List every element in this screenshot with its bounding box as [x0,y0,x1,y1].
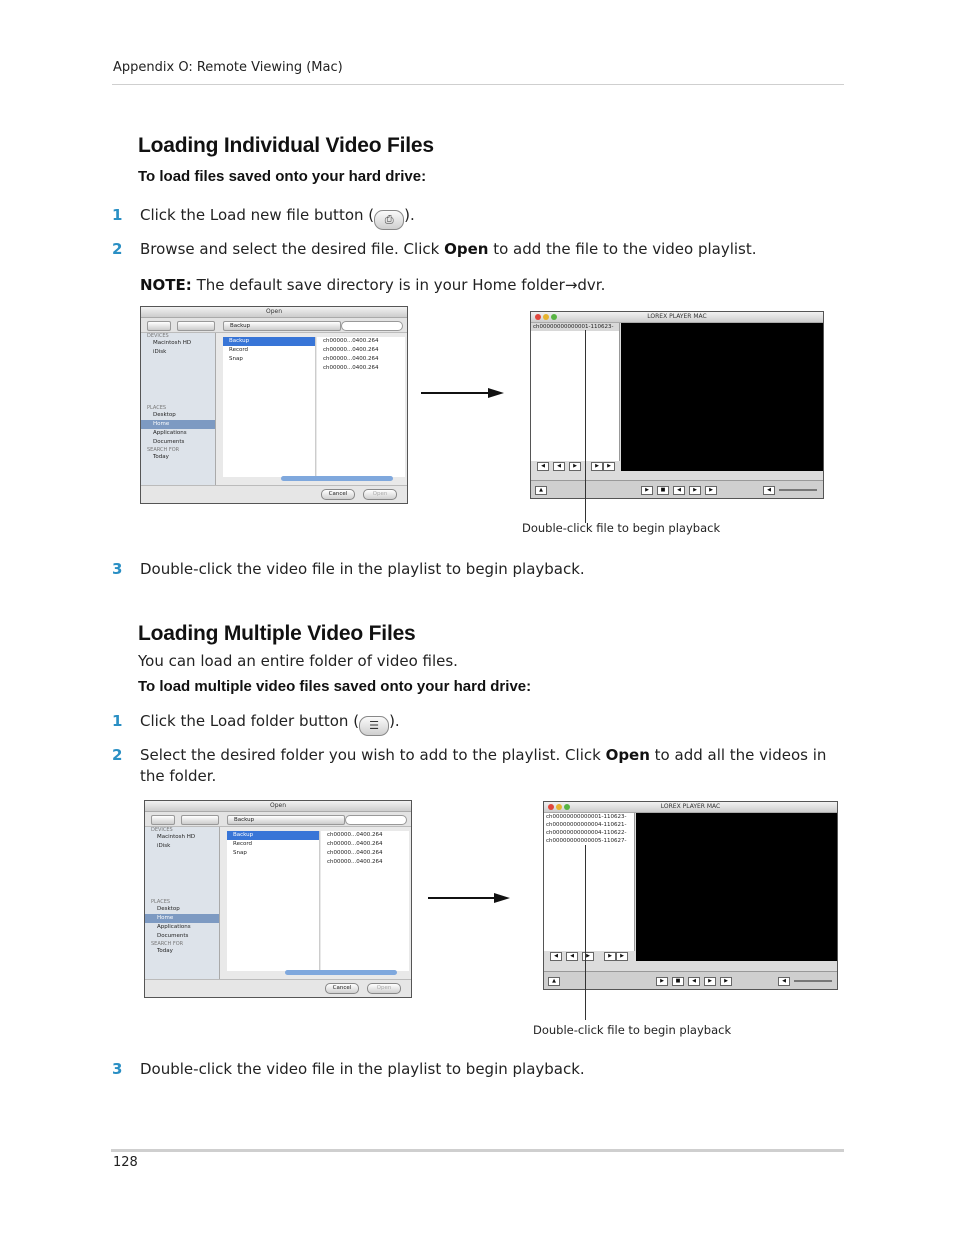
section-title-multiple: Loading Multiple Video Files [138,622,416,645]
next-icon[interactable]: ▶ [705,486,717,495]
sidebar-item[interactable]: Macintosh HD [153,340,192,346]
stop-icon[interactable]: ■ [672,977,684,986]
file-item[interactable]: ch00000...0400.264 [327,832,383,838]
dialog-sidebar [141,333,216,485]
playlist-button[interactable]: ▶ [616,952,628,961]
playlist-button[interactable]: ▶ [603,462,615,471]
dialog-title: Open [265,308,283,315]
step-text-pre: Click the Load new file button ( [140,206,375,224]
note-label: NOTE: [140,276,192,294]
folder-item[interactable]: Record [229,347,249,353]
footer-rule [111,1149,844,1152]
player-controls [544,971,837,990]
sidebar-item[interactable]: Desktop [157,906,180,912]
sidebar-item[interactable]: Documents [153,439,185,445]
sidebar-item[interactable]: Applications [157,924,191,930]
sidebar-item[interactable]: Applications [153,430,187,436]
step-text [140,239,757,260]
player-screenshot [530,311,824,499]
video-pane [636,813,837,961]
player-titlebar [544,802,837,813]
dialog-toolbar [145,812,411,827]
sidebar-item[interactable]: iDisk [157,843,171,849]
cancel-button[interactable]: Cancel [325,983,359,994]
header-rule [112,84,844,85]
file-item[interactable]: ch00000...0400.264 [327,850,383,856]
step-number: 3 [112,1060,123,1078]
step-text-post: ). [404,206,415,224]
step-text-post: to add all the videos in the folder. [140,746,827,785]
playlist [544,813,635,951]
volume-slider[interactable] [794,980,832,982]
note-tail: dvr. [577,276,606,294]
sidebar-header: PLACES [147,405,167,411]
playlist-item[interactable]: ch00000000000001-110623- [546,814,627,820]
step-text [140,711,400,736]
step-text: Double-click the video file in the playlist to begin playback. [140,560,585,578]
sidebar-item[interactable]: Today [153,454,169,460]
playlist-button[interactable]: ◀ [566,952,578,961]
location-popup[interactable] [223,321,341,331]
playlist-item[interactable]: ch00000000000001-110623- [531,323,619,331]
open-button[interactable]: Open [367,983,401,994]
page-number: 128 [113,1155,138,1170]
volume-slider[interactable] [779,489,817,491]
step-text-bold: Open [605,746,650,764]
location-label: Backup [230,323,251,329]
rewind-icon[interactable]: ◀ [673,486,685,495]
file-item[interactable]: ch00000...0400.264 [327,841,383,847]
folder-item[interactable]: Snap [233,850,247,856]
step-number: 3 [112,560,123,578]
dialog-buttonbar [145,979,411,998]
dialog-titlebar [141,307,407,318]
step-text-pre: Browse and select the desired file. Click [140,240,445,258]
sidebar-item-selected[interactable]: Home [145,914,219,923]
section-intro: You can load an entire folder of video files. [138,652,458,670]
note [140,275,605,296]
sidebar-header: DEVICES [151,827,173,833]
player-screenshot [543,801,838,990]
play-icon[interactable]: ▶ [641,486,653,495]
dialog-title: Open [269,802,287,809]
section-title-individual: Loading Individual Video Files [138,134,434,157]
step-text: Double-click the video file in the playlist to begin playback. [140,1060,585,1078]
location-label: Backup [234,817,255,823]
section-subtitle-individual: To load files saved onto your hard drive: [138,168,427,185]
callout-leader [585,330,586,523]
search-input[interactable] [345,815,407,825]
sidebar-item-selected[interactable]: Home [141,420,215,429]
eject-icon[interactable]: ▲ [548,977,560,986]
file-item[interactable]: ch00000...0400.264 [327,859,383,865]
step-number: 1 [112,712,123,730]
next-icon[interactable]: ▶ [720,977,732,986]
stop-icon[interactable]: ■ [657,486,669,495]
step-text-pre: Select the desired folder you wish to add to the playlist. Click [140,746,606,764]
load-file-icon: ⎙ [374,210,404,230]
player-titlebar [531,312,823,323]
dialog-sidebar [145,827,220,979]
folder-column [223,337,316,477]
playlist-button[interactable]: ◀ [553,462,565,471]
sidebar-header: DEVICES [147,333,169,339]
playlist-button[interactable]: ▶ [569,462,581,471]
sidebar-item[interactable]: iDisk [153,349,167,355]
step-text [140,205,415,230]
note-text: The default save directory is in your Home folder [191,276,565,294]
volume-icon[interactable]: ◀ [778,977,790,986]
step-number: 2 [112,240,123,258]
dialog-buttonbar [141,485,407,504]
fast-forward-icon[interactable]: ▶ [689,486,701,495]
open-dialog-screenshot [144,800,412,998]
view-button[interactable] [177,321,215,331]
playlist-button[interactable]: ▶ [604,952,616,961]
step-text [140,745,844,787]
location-popup[interactable] [227,815,345,825]
file-column [317,337,405,477]
page-header: Appendix O: Remote Viewing (Mac) [113,60,343,75]
dialog-titlebar [145,801,411,812]
file-item[interactable]: ch00000...0400.264 [323,347,379,353]
load-folder-icon: ☰ [359,716,389,736]
sidebar-header: SEARCH FOR [147,447,180,453]
step-text-post: to add the file to the video playlist. [488,240,757,258]
volume-icon[interactable]: ◀ [763,486,775,495]
open-dialog-screenshot [140,306,408,504]
callout-caption: Double-click file to begin playback [522,521,721,535]
sidebar-header: SEARCH FOR [151,941,184,947]
playlist-item[interactable]: ch00000000000004-110621- [546,822,627,828]
folder-item[interactable]: Record [233,841,253,847]
play-icon[interactable]: ▶ [656,977,668,986]
horizontal-scrollbar[interactable] [281,476,393,481]
search-input[interactable] [341,321,403,331]
playlist-button[interactable]: ◀ [550,952,562,961]
back-forward-button[interactable] [147,321,171,331]
playlist-item[interactable]: ch00000000000004-110622- [546,830,627,836]
sidebar-item[interactable]: Documents [157,933,189,939]
player-title: LOREX PLAYER MAC [660,803,721,810]
step-text-post: ). [389,712,400,730]
step-number: 1 [112,206,123,224]
file-item[interactable]: ch00000...0400.264 [323,338,379,344]
view-button[interactable] [181,815,219,825]
sidebar-item[interactable]: Desktop [153,412,176,418]
folder-item[interactable]: Snap [229,356,243,362]
folder-item-selected[interactable]: Backup [227,831,319,840]
flow-arrow-line [428,897,496,899]
flow-arrow-line [421,392,491,394]
step-number: 2 [112,746,123,764]
section-subtitle-multiple: To load multiple video files saved onto your hard drive: [138,678,532,695]
file-item[interactable]: ch00000...0400.264 [323,365,379,371]
step-text-bold: Open [444,240,489,258]
video-pane [621,323,823,471]
sidebar-item[interactable]: Today [157,948,173,954]
playlist-button[interactable]: ▶ [582,952,594,961]
sidebar-header: PLACES [151,899,171,905]
player-controls [531,480,823,499]
file-column [321,831,409,971]
step-text-pre: Click the Load folder button ( [140,712,360,730]
rewind-icon[interactable]: ◀ [688,977,700,986]
back-forward-button[interactable] [151,815,175,825]
dialog-toolbar [141,318,407,333]
eject-icon[interactable]: ▲ [535,486,547,495]
cancel-button[interactable]: Cancel [321,489,355,500]
arrow-right-icon: → [564,276,578,294]
callout-leader [585,845,586,1020]
folder-column [227,831,320,971]
playlist-button[interactable]: ◀ [537,462,549,471]
fast-forward-icon[interactable]: ▶ [704,977,716,986]
playlist-item[interactable]: ch00000000000005-110627- [546,838,627,844]
arrow-right-icon [494,893,510,903]
file-item[interactable]: ch00000...0400.264 [323,356,379,362]
folder-item-selected[interactable]: Backup [223,337,315,346]
sidebar-item[interactable]: Macintosh HD [157,834,196,840]
player-title: LOREX PLAYER MAC [647,313,707,320]
open-button[interactable]: Open [363,489,397,500]
playlist-button[interactable]: ▶ [591,462,603,471]
callout-caption: Double-click file to begin playback [533,1023,732,1037]
horizontal-scrollbar[interactable] [285,970,397,975]
playlist [531,323,620,461]
arrow-right-icon [488,388,504,398]
